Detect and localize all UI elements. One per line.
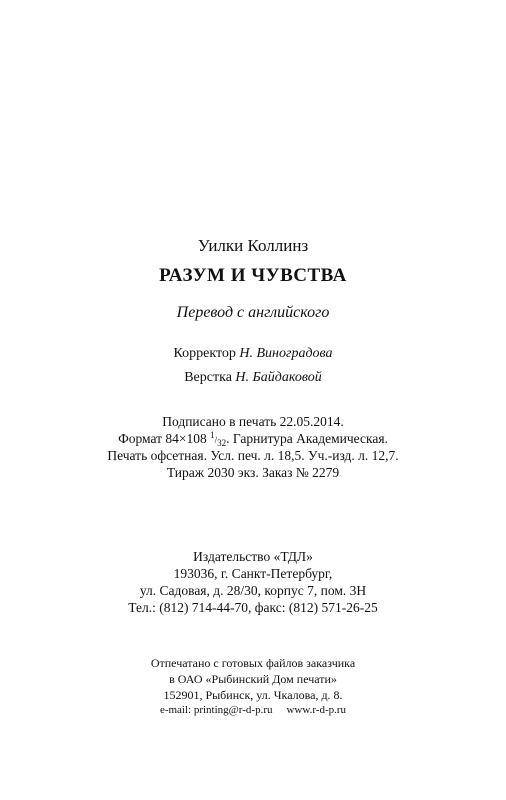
credit-name: Н. Байдаковой: [235, 370, 322, 385]
format-prefix: Формат 84×108: [118, 431, 207, 446]
format-fraction-denominator: 32: [217, 438, 227, 448]
printer-line-1: Отпечатано с готовых файлов заказчика: [150, 656, 356, 670]
printer-line-2: в ОАО «Рыбинский Дом печати»: [169, 672, 337, 686]
publisher-phones: Тел.: (812) 714-44-70, факс: (812) 571-26-25: [128, 600, 378, 615]
printer-line-3: 152901, Рыбинск, ул. Чкалова, д. 8.: [163, 688, 343, 702]
credit-layout: [0, 370, 506, 386]
format-typeface: Гарнитура Академическая.: [232, 431, 388, 446]
format-fraction-slash: /: [214, 435, 218, 445]
format-fraction-numerator: 1: [210, 430, 215, 440]
printer-email: e-mail: printing@r-d-p.ru: [159, 704, 273, 716]
printer-contacts: [0, 704, 506, 716]
format-line: Формат 84×108 $^1/_{32}$. Гарнитура Академическая.: [118, 430, 388, 448]
print-run: Тираж 2030 экз. Заказ № 2279: [166, 465, 340, 480]
credit-name: Н. Виноградова: [239, 346, 333, 361]
signed-date: Подписано в печать 22.05.2014.: [162, 414, 344, 429]
book-author: Уилки Коллинз: [197, 236, 309, 255]
publisher-city: 193036, г. Санкт-Петербург,: [173, 566, 333, 581]
book-title: РАЗУМ И ЧУВСТВА: [159, 265, 347, 286]
publisher-street: ул. Садовая, д. 28/30, корпус 7, пом. 3Н: [139, 583, 367, 598]
printer-website: www.r-d-p.ru: [286, 704, 347, 716]
credit-role: Верстка: [184, 370, 232, 385]
credit-proofreader: [0, 346, 506, 362]
publisher-name: Издательство «ТДЛ»: [193, 549, 313, 564]
credit-role: Корректор: [173, 346, 236, 361]
translation-note: Перевод с английского: [176, 304, 330, 321]
printing-info: Печать офсетная. Усл. печ. л. 18,5. Уч.-изд. л. 12,7.: [107, 448, 399, 463]
